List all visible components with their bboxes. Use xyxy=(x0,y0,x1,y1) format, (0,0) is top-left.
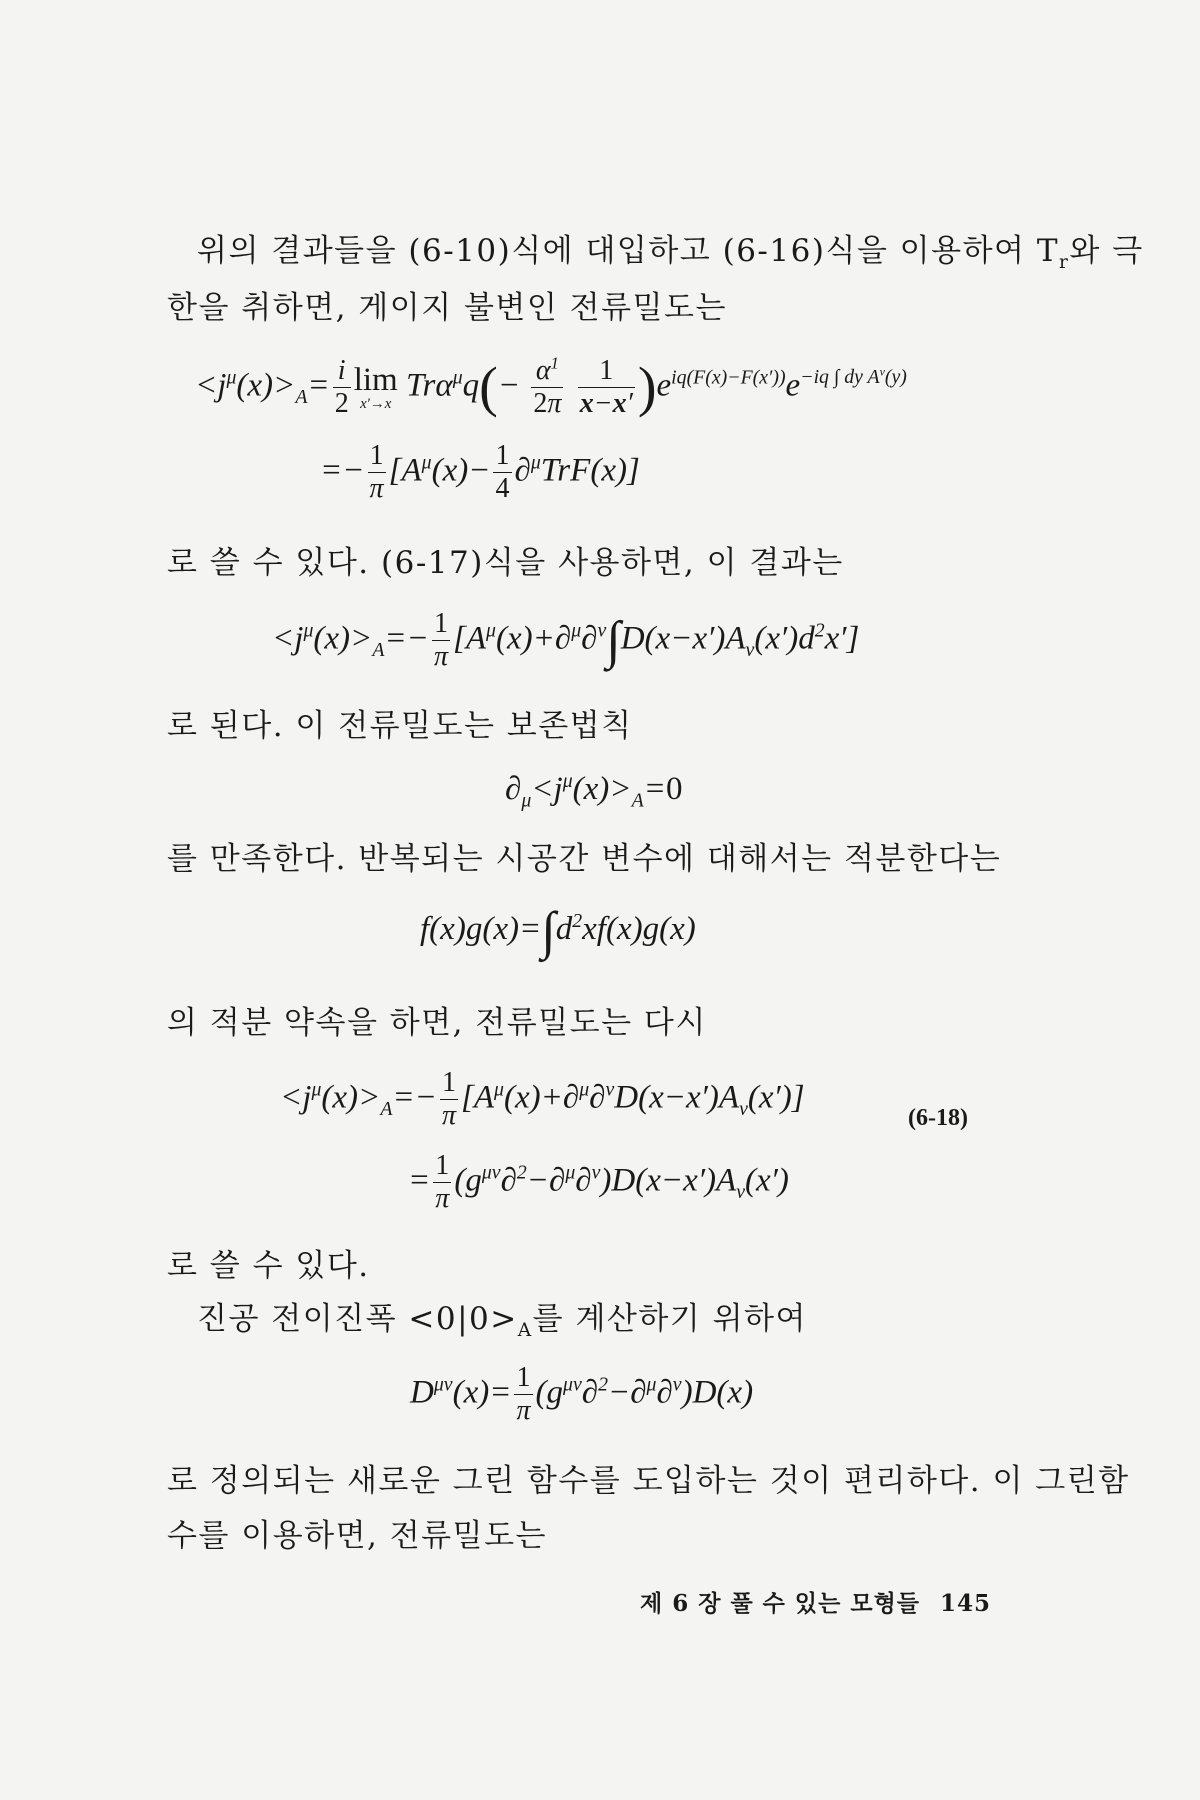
paragraph-line: 를 만족한다. 반복되는 시공간 변수에 대해서는 적분한다는 xyxy=(167,841,1002,877)
paragraph-line: 로 된다. 이 전류밀도는 보존법칙 xyxy=(167,708,633,744)
paragraph-line: 한을 취하면, 게이지 불변인 전류밀도는 xyxy=(167,290,727,326)
paragraph-line: 로 쓸 수 있다. xyxy=(167,1248,370,1284)
paragraph-line: 로 정의되는 새로운 그린 함수를 도입하는 것이 편리하다. 이 그린함 xyxy=(167,1463,1130,1499)
paragraph-line: 진공 전이진폭 $<0|0>_A$를 계산하기 위하여 xyxy=(197,1301,807,1342)
paragraph-line: 의 적분 약속을 하면, 전류밀도는 다시 xyxy=(167,1005,707,1041)
equation-current-result: =− $\frac{1}{\pi}$ [$A^\mu(x)-$ $\frac{1}{4}$ ∂$^\mu$TrF(x)] xyxy=(320,440,640,505)
equation-6-18-line1: $<j^\mu(x)>_A=-$ $\frac{1}{\pi}$ $[A^\mu(x)+\partial^\mu\partial^\nu D(x-x')A_\nu(x')]$ xyxy=(280,1067,805,1132)
page-number: 145 xyxy=(940,1590,992,1617)
paragraph-line: 로 쓸 수 있다. (6-17)식을 사용하면, 이 결과는 xyxy=(167,545,844,581)
equation-6-18-line2: = $\frac{1}{\pi}$ $(g^{\mu\nu}\partial^2-\partial^\mu\partial^\nu)D(x-x')A_\nu(x')$ xyxy=(408,1150,789,1215)
equation-current-integral: $<j^\mu(x)>_A=-$ $\frac{1}{\pi}$ $[A^\mu(x)+\partial^\mu\partial^\nu\int D(x-x')A_\nu(x')d^2x']$ xyxy=(272,608,860,673)
equation-green-function: $D^{\mu\nu}(x)=$ $\frac{1}{\pi}$ $(g^{\mu\nu}\partial^2-\partial^\mu\partial^\nu)D(x)$ xyxy=(410,1362,754,1427)
page-footer xyxy=(640,1585,991,1618)
chapter-title: 제 6 장 풀 수 있는 모형들 xyxy=(640,1590,921,1617)
equation-integral-convention: $f(x)g(x)=\int d^2xf(x)g(x)$ xyxy=(420,902,696,960)
paragraph-line: 위의 결과들을 (6-10)식에 대입하고 (6-16)식을 이용하여 $T_r$와 극 xyxy=(197,233,1144,274)
equation-current-limit: $<j^\mu(x)>_A=$ $\frac{i}{2}$ lim x′→x Trα$^\mu$q(− $\frac{\alpha^1}{2\pi}$ $\frac{1}{x-x'}$ )$e^{iq(F(x)-F(x'))}e^{-iq \int dy A^\nu(y)}$ xyxy=(195,353,907,420)
paragraph-line: 수를 이용하면, 전류밀도는 xyxy=(167,1518,547,1554)
equation-conservation: $\partial_\mu<j^\mu(x)>_A=0$ xyxy=(505,770,683,812)
equation-number: (6-18) xyxy=(908,1105,968,1131)
